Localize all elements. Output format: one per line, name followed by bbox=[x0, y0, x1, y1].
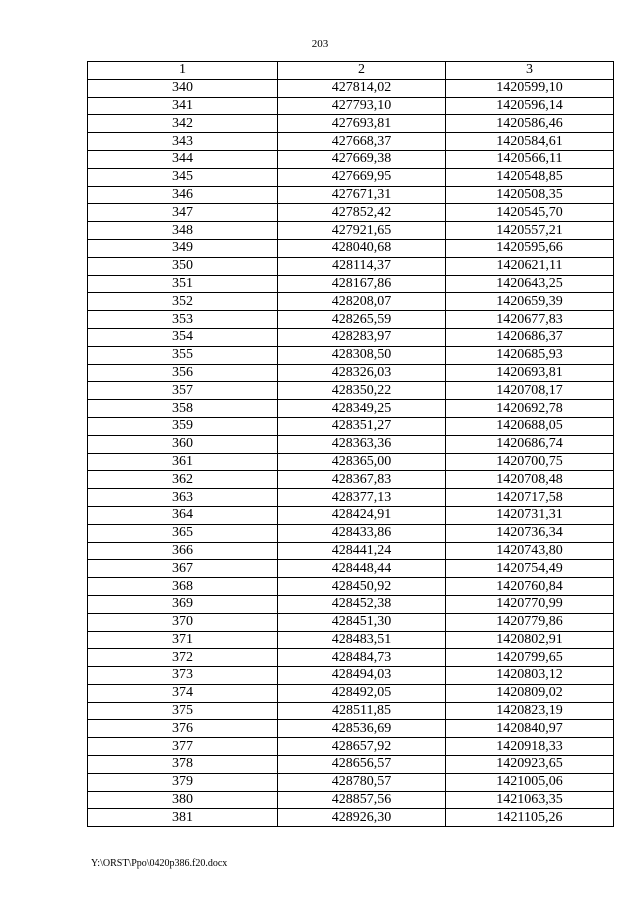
y-coordinate-cell: 1420584,61 bbox=[446, 133, 614, 151]
y-coordinate-cell: 1420823,19 bbox=[446, 702, 614, 720]
table-row bbox=[88, 79, 614, 97]
x-coordinate-cell: 428926,30 bbox=[278, 809, 446, 827]
x-coordinate-cell: 428492,05 bbox=[278, 684, 446, 702]
x-coordinate-cell: 428363,36 bbox=[278, 435, 446, 453]
table-row bbox=[88, 311, 614, 329]
y-coordinate-cell: 1420693,81 bbox=[446, 364, 614, 382]
point-number-cell: 341 bbox=[88, 97, 278, 115]
table-row bbox=[88, 524, 614, 542]
point-number-cell: 362 bbox=[88, 471, 278, 489]
y-coordinate-cell: 1420621,11 bbox=[446, 257, 614, 275]
x-coordinate-cell: 427669,95 bbox=[278, 168, 446, 186]
table-row bbox=[88, 471, 614, 489]
y-coordinate-cell: 1420802,91 bbox=[446, 631, 614, 649]
x-coordinate-cell: 428441,24 bbox=[278, 542, 446, 560]
point-number-cell: 361 bbox=[88, 453, 278, 471]
table-row bbox=[88, 204, 614, 222]
point-number-cell: 355 bbox=[88, 346, 278, 364]
x-coordinate-cell: 427921,65 bbox=[278, 222, 446, 240]
point-number-cell: 367 bbox=[88, 560, 278, 578]
y-coordinate-cell: 1420809,02 bbox=[446, 684, 614, 702]
x-coordinate-cell: 427668,37 bbox=[278, 133, 446, 151]
table-row bbox=[88, 133, 614, 151]
y-coordinate-cell: 1420803,12 bbox=[446, 667, 614, 685]
point-number-cell: 347 bbox=[88, 204, 278, 222]
point-number-cell: 354 bbox=[88, 328, 278, 346]
x-coordinate-cell: 428365,00 bbox=[278, 453, 446, 471]
y-coordinate-cell: 1421063,35 bbox=[446, 791, 614, 809]
y-coordinate-cell: 1420743,80 bbox=[446, 542, 614, 560]
y-coordinate-cell: 1420685,93 bbox=[446, 346, 614, 364]
x-coordinate-cell: 427814,02 bbox=[278, 79, 446, 97]
x-coordinate-cell: 428483,51 bbox=[278, 631, 446, 649]
point-number-cell: 377 bbox=[88, 738, 278, 756]
x-coordinate-cell: 428536,69 bbox=[278, 720, 446, 738]
x-coordinate-cell: 427693,81 bbox=[278, 115, 446, 133]
y-coordinate-cell: 1420923,65 bbox=[446, 756, 614, 774]
y-coordinate-cell: 1420595,66 bbox=[446, 239, 614, 257]
table-body bbox=[88, 79, 614, 826]
table-row bbox=[88, 168, 614, 186]
x-coordinate-cell: 428433,86 bbox=[278, 524, 446, 542]
coordinates-table bbox=[87, 61, 614, 827]
x-coordinate-cell: 427669,38 bbox=[278, 150, 446, 168]
point-number-cell: 350 bbox=[88, 257, 278, 275]
y-coordinate-cell: 1420708,17 bbox=[446, 382, 614, 400]
point-number-cell: 368 bbox=[88, 578, 278, 596]
y-coordinate-cell: 1420643,25 bbox=[446, 275, 614, 293]
table-row bbox=[88, 257, 614, 275]
y-coordinate-cell: 1420566,11 bbox=[446, 150, 614, 168]
table-row bbox=[88, 346, 614, 364]
column-header-2: 2 bbox=[278, 62, 446, 80]
table-row bbox=[88, 506, 614, 524]
x-coordinate-cell: 428308,50 bbox=[278, 346, 446, 364]
x-coordinate-cell: 428857,56 bbox=[278, 791, 446, 809]
table-row bbox=[88, 489, 614, 507]
point-number-cell: 343 bbox=[88, 133, 278, 151]
x-coordinate-cell: 427793,10 bbox=[278, 97, 446, 115]
y-coordinate-cell: 1420596,14 bbox=[446, 97, 614, 115]
table-row bbox=[88, 791, 614, 809]
x-coordinate-cell: 428265,59 bbox=[278, 311, 446, 329]
point-number-cell: 348 bbox=[88, 222, 278, 240]
y-coordinate-cell: 1420708,48 bbox=[446, 471, 614, 489]
x-coordinate-cell: 428377,13 bbox=[278, 489, 446, 507]
y-coordinate-cell: 1420659,39 bbox=[446, 293, 614, 311]
table-row bbox=[88, 417, 614, 435]
x-coordinate-cell: 428494,03 bbox=[278, 667, 446, 685]
y-coordinate-cell: 1420840,97 bbox=[446, 720, 614, 738]
point-number-cell: 353 bbox=[88, 311, 278, 329]
x-coordinate-cell: 428511,85 bbox=[278, 702, 446, 720]
point-number-cell: 340 bbox=[88, 79, 278, 97]
table-row bbox=[88, 649, 614, 667]
table-row bbox=[88, 275, 614, 293]
table-header-row bbox=[88, 62, 614, 80]
x-coordinate-cell: 428167,86 bbox=[278, 275, 446, 293]
x-coordinate-cell: 428114,37 bbox=[278, 257, 446, 275]
table-row bbox=[88, 560, 614, 578]
y-coordinate-cell: 1420770,99 bbox=[446, 595, 614, 613]
y-coordinate-cell: 1420754,49 bbox=[446, 560, 614, 578]
y-coordinate-cell: 1420918,33 bbox=[446, 738, 614, 756]
y-coordinate-cell: 1420692,78 bbox=[446, 400, 614, 418]
column-header-3: 3 bbox=[446, 62, 614, 80]
x-coordinate-cell: 428283,97 bbox=[278, 328, 446, 346]
x-coordinate-cell: 428349,25 bbox=[278, 400, 446, 418]
x-coordinate-cell: 427852,42 bbox=[278, 204, 446, 222]
point-number-cell: 366 bbox=[88, 542, 278, 560]
y-coordinate-cell: 1420677,83 bbox=[446, 311, 614, 329]
table-row bbox=[88, 150, 614, 168]
point-number-cell: 357 bbox=[88, 382, 278, 400]
point-number-cell: 351 bbox=[88, 275, 278, 293]
page-number: 203 bbox=[311, 38, 329, 50]
point-number-cell: 369 bbox=[88, 595, 278, 613]
point-number-cell: 364 bbox=[88, 506, 278, 524]
point-number-cell: 358 bbox=[88, 400, 278, 418]
y-coordinate-cell: 1420599,10 bbox=[446, 79, 614, 97]
x-coordinate-cell: 428326,03 bbox=[278, 364, 446, 382]
x-coordinate-cell: 428656,57 bbox=[278, 756, 446, 774]
y-coordinate-cell: 1420731,31 bbox=[446, 506, 614, 524]
table-row bbox=[88, 631, 614, 649]
point-number-cell: 363 bbox=[88, 489, 278, 507]
table-row bbox=[88, 453, 614, 471]
point-number-cell: 359 bbox=[88, 417, 278, 435]
table-row bbox=[88, 756, 614, 774]
point-number-cell: 372 bbox=[88, 649, 278, 667]
y-coordinate-cell: 1420779,86 bbox=[446, 613, 614, 631]
table-row bbox=[88, 702, 614, 720]
y-coordinate-cell: 1420736,34 bbox=[446, 524, 614, 542]
table-row bbox=[88, 186, 614, 204]
x-coordinate-cell: 428367,83 bbox=[278, 471, 446, 489]
x-coordinate-cell: 428452,38 bbox=[278, 595, 446, 613]
table-row bbox=[88, 720, 614, 738]
x-coordinate-cell: 428451,30 bbox=[278, 613, 446, 631]
point-number-cell: 379 bbox=[88, 773, 278, 791]
table-row bbox=[88, 738, 614, 756]
point-number-cell: 346 bbox=[88, 186, 278, 204]
x-coordinate-cell: 428450,92 bbox=[278, 578, 446, 596]
table-row bbox=[88, 115, 614, 133]
y-coordinate-cell: 1420508,35 bbox=[446, 186, 614, 204]
x-coordinate-cell: 428448,44 bbox=[278, 560, 446, 578]
x-coordinate-cell: 427671,31 bbox=[278, 186, 446, 204]
table-row bbox=[88, 684, 614, 702]
y-coordinate-cell: 1420545,70 bbox=[446, 204, 614, 222]
table-row bbox=[88, 97, 614, 115]
y-coordinate-cell: 1420799,65 bbox=[446, 649, 614, 667]
point-number-cell: 376 bbox=[88, 720, 278, 738]
x-coordinate-cell: 428657,92 bbox=[278, 738, 446, 756]
point-number-cell: 349 bbox=[88, 239, 278, 257]
point-number-cell: 365 bbox=[88, 524, 278, 542]
point-number-cell: 360 bbox=[88, 435, 278, 453]
table-row bbox=[88, 239, 614, 257]
y-coordinate-cell: 1420717,58 bbox=[446, 489, 614, 507]
point-number-cell: 371 bbox=[88, 631, 278, 649]
y-coordinate-cell: 1420760,84 bbox=[446, 578, 614, 596]
y-coordinate-cell: 1420700,75 bbox=[446, 453, 614, 471]
table-row bbox=[88, 595, 614, 613]
x-coordinate-cell: 428040,68 bbox=[278, 239, 446, 257]
x-coordinate-cell: 428351,27 bbox=[278, 417, 446, 435]
table-row bbox=[88, 773, 614, 791]
table-row bbox=[88, 328, 614, 346]
x-coordinate-cell: 428208,07 bbox=[278, 293, 446, 311]
point-number-cell: 352 bbox=[88, 293, 278, 311]
x-coordinate-cell: 428780,57 bbox=[278, 773, 446, 791]
table-row bbox=[88, 578, 614, 596]
point-number-cell: 374 bbox=[88, 684, 278, 702]
footer-file-path: Y:\ORST\Ppo\0420p386.f20.docx bbox=[91, 858, 228, 869]
x-coordinate-cell: 428350,22 bbox=[278, 382, 446, 400]
y-coordinate-cell: 1420686,74 bbox=[446, 435, 614, 453]
table-row bbox=[88, 293, 614, 311]
point-number-cell: 378 bbox=[88, 756, 278, 774]
x-coordinate-cell: 428484,73 bbox=[278, 649, 446, 667]
y-coordinate-cell: 1420688,05 bbox=[446, 417, 614, 435]
y-coordinate-cell: 1421105,26 bbox=[446, 809, 614, 827]
table-row bbox=[88, 809, 614, 827]
table-row bbox=[88, 222, 614, 240]
point-number-cell: 342 bbox=[88, 115, 278, 133]
y-coordinate-cell: 1420586,46 bbox=[446, 115, 614, 133]
table-row bbox=[88, 613, 614, 631]
point-number-cell: 370 bbox=[88, 613, 278, 631]
table-row bbox=[88, 667, 614, 685]
point-number-cell: 380 bbox=[88, 791, 278, 809]
table-row bbox=[88, 542, 614, 560]
y-coordinate-cell: 1421005,06 bbox=[446, 773, 614, 791]
table-row bbox=[88, 400, 614, 418]
point-number-cell: 373 bbox=[88, 667, 278, 685]
point-number-cell: 381 bbox=[88, 809, 278, 827]
table-row bbox=[88, 435, 614, 453]
point-number-cell: 344 bbox=[88, 150, 278, 168]
column-header-1: 1 bbox=[88, 62, 278, 80]
x-coordinate-cell: 428424,91 bbox=[278, 506, 446, 524]
y-coordinate-cell: 1420548,85 bbox=[446, 168, 614, 186]
point-number-cell: 345 bbox=[88, 168, 278, 186]
y-coordinate-cell: 1420686,37 bbox=[446, 328, 614, 346]
table-row bbox=[88, 382, 614, 400]
y-coordinate-cell: 1420557,21 bbox=[446, 222, 614, 240]
point-number-cell: 356 bbox=[88, 364, 278, 382]
table-row bbox=[88, 364, 614, 382]
point-number-cell: 375 bbox=[88, 702, 278, 720]
